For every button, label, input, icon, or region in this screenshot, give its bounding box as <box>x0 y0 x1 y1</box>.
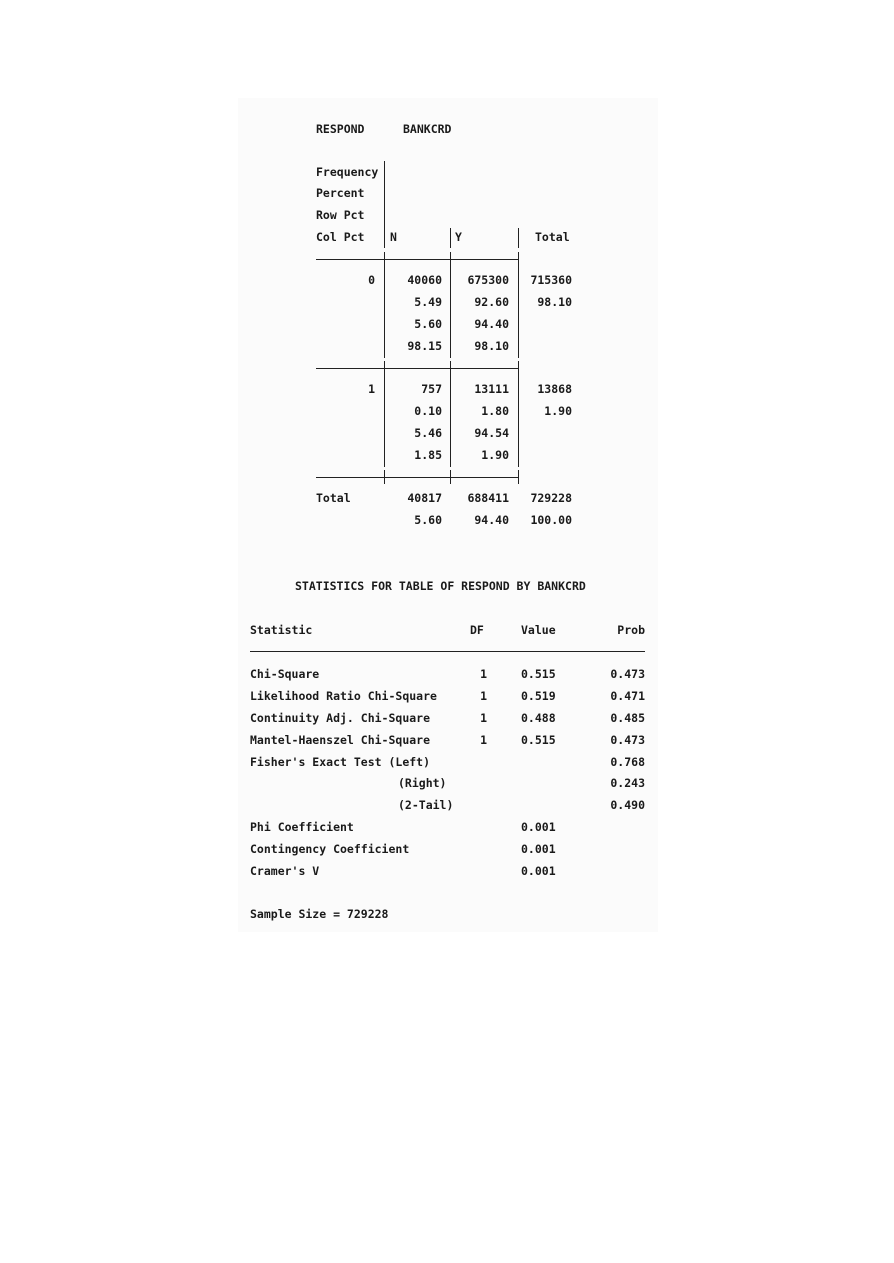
cell-0-n-col-pct: 98.15 <box>407 339 442 353</box>
legend-divider-line <box>384 161 385 248</box>
cell-0-y-row-pct: 94.40 <box>474 317 509 331</box>
row0-rule <box>316 368 519 369</box>
row0-divider-right <box>518 252 519 358</box>
total-y-percent: 94.40 <box>474 513 509 527</box>
cell-1-total-frequency: 13868 <box>537 382 572 396</box>
stat-name: Chi-Square <box>250 667 320 681</box>
stat-prob: 0.473 <box>610 733 645 747</box>
row1-divider-mid <box>450 361 451 467</box>
stat-name: Mantel-Haenszel Chi-Square <box>250 733 431 747</box>
grand-total-frequency: 729228 <box>530 491 572 505</box>
legend-col-pct: Col Pct <box>316 230 365 244</box>
row0-divider-mid <box>450 252 451 358</box>
row1-rule <box>316 477 519 478</box>
column-header-y: Y <box>455 230 462 244</box>
statistics-header-rule <box>250 651 645 652</box>
stat-name: (Right) <box>398 776 447 790</box>
cell-1-n-frequency: 757 <box>421 382 442 396</box>
cell-0-n-frequency: 40060 <box>407 273 442 287</box>
stat-name: Continuity Adj. Chi-Square <box>250 711 431 725</box>
cell-1-y-col-pct: 1.90 <box>481 448 509 462</box>
row0-divider-left <box>384 252 385 358</box>
stat-value: 0.515 <box>521 667 556 681</box>
stat-df: 1 <box>480 689 487 703</box>
stat-df: 1 <box>480 733 487 747</box>
grand-total-percent: 100.00 <box>530 513 572 527</box>
stat-prob: 0.473 <box>610 667 645 681</box>
column-header-total: Total <box>535 230 570 244</box>
legend-frequency: Frequency <box>316 165 379 179</box>
total-n-frequency: 40817 <box>407 491 442 505</box>
stat-name: Contingency Coefficient <box>250 842 410 856</box>
cell-1-n-col-pct: 1.85 <box>414 448 442 462</box>
cell-0-total-percent: 98.10 <box>537 295 572 309</box>
total-n-percent: 5.60 <box>414 513 442 527</box>
stat-prob: 0.768 <box>610 755 645 769</box>
cell-0-y-col-pct: 98.10 <box>474 339 509 353</box>
stat-prob: 0.243 <box>610 776 645 790</box>
header-prob: Prob <box>617 623 645 637</box>
legend-row-pct: Row Pct <box>316 208 365 222</box>
stat-name: Likelihood Ratio Chi-Square <box>250 689 437 703</box>
cell-0-y-percent: 92.60 <box>474 295 509 309</box>
stat-prob: 0.471 <box>610 689 645 703</box>
stat-value: 0.001 <box>521 864 556 878</box>
cell-1-y-percent: 1.80 <box>481 404 509 418</box>
row-label-0: 0 <box>368 273 375 287</box>
row-variable-label: RESPOND <box>316 122 365 136</box>
stat-name: Cramer's V <box>250 864 320 878</box>
cell-0-total-frequency: 715360 <box>530 273 572 287</box>
stat-df: 1 <box>480 667 487 681</box>
total-y-frequency: 688411 <box>467 491 509 505</box>
sample-size: Sample Size = 729228 <box>250 907 389 921</box>
header-statistic: Statistic <box>250 623 313 637</box>
cell-1-total-percent: 1.90 <box>544 404 572 418</box>
total-tick-left <box>384 470 385 484</box>
header-divider-ny <box>450 228 451 248</box>
row1-divider-left <box>384 361 385 467</box>
stat-value: 0.001 <box>521 820 556 834</box>
stat-name: Fisher's Exact Test (Left) <box>250 755 431 769</box>
stat-value: 0.519 <box>521 689 556 703</box>
cell-0-y-frequency: 675300 <box>467 273 509 287</box>
stat-value: 0.001 <box>521 842 556 856</box>
header-rule <box>316 259 519 260</box>
cell-1-y-frequency: 13111 <box>474 382 509 396</box>
header-value: Value <box>521 623 556 637</box>
stat-value: 0.488 <box>521 711 556 725</box>
cell-0-n-row-pct: 5.60 <box>414 317 442 331</box>
row1-divider-right <box>518 361 519 467</box>
stat-df: 1 <box>480 711 487 725</box>
column-variable-label: BANKCRD <box>403 122 452 136</box>
header-divider-ytotal <box>518 228 519 248</box>
statistics-title: STATISTICS FOR TABLE OF RESPOND BY BANKCRD <box>295 579 586 593</box>
row-label-1: 1 <box>368 382 375 396</box>
cell-0-n-percent: 5.49 <box>414 295 442 309</box>
cell-1-y-row-pct: 94.54 <box>474 426 509 440</box>
legend-percent: Percent <box>316 186 365 200</box>
header-df: DF <box>470 623 484 637</box>
column-header-n: N <box>390 230 397 244</box>
cell-1-n-percent: 0.10 <box>414 404 442 418</box>
total-row-label: Total <box>316 491 351 505</box>
stat-value: 0.515 <box>521 733 556 747</box>
stat-name: Phi Coefficient <box>250 820 354 834</box>
total-tick-mid <box>450 470 451 484</box>
stat-name: (2-Tail) <box>398 798 454 812</box>
stat-prob: 0.490 <box>610 798 645 812</box>
stat-prob: 0.485 <box>610 711 645 725</box>
cell-1-n-row-pct: 5.46 <box>414 426 442 440</box>
total-tick-right <box>518 470 519 484</box>
